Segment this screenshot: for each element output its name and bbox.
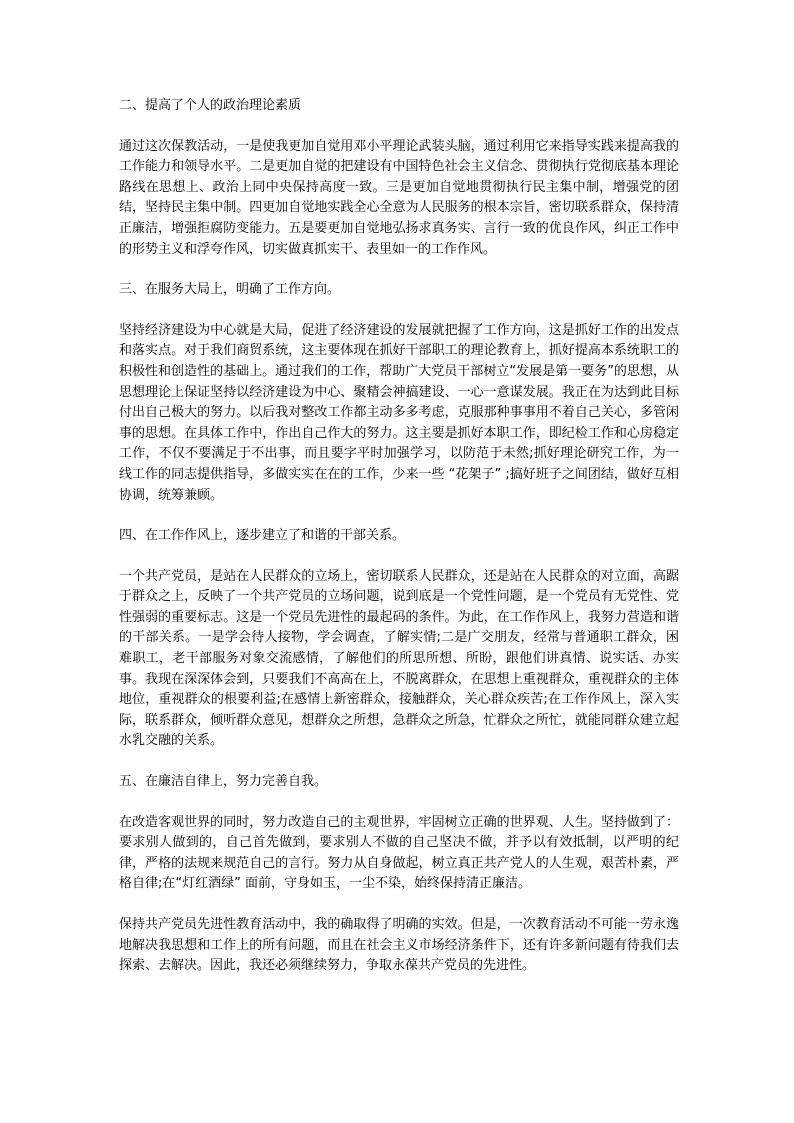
section-heading-5: 五、在廉洁自律上，努力完善自我。	[119, 774, 328, 790]
section-paragraph-2: 通过这次保教活动，一是使我更加自觉用邓小平理论武装头脑，通过利用它来指导实践来提高我的工作能力和领导水平。二是更加自觉的把建设有中国特色社会主义信念、贯彻执行党彻底基本理论路线在思想上、政治上同中央保持高度一致。三是更加自觉地贯彻执行民主集中制，增强党的团结，坚持民主集中制。四更加自觉地实践全心全意为人民服务的根本宗旨，密切联系群众，保持清正廉洁，增强拒腐防变能力。五是要更加自觉地弘扬求真务实、言行一致的优良作风，纠正工作中的形势主义和浮夸作风，切实做真抓实干、表里如一的工作作风。	[119, 138, 679, 257]
section-heading-4: 四、在工作作风上，逐步建立了和谐的干部关系。	[119, 528, 406, 544]
section-paragraph-5: 在改造客观世界的同时，努力改造自己的主观世界，牢固树立正确的世界观、人生。坚持做到了：要求别人做到的，自己首先做到，要求别人不做的自己坚决不做，并予以有效抵制，以严明的纪律，严格的法规来规范自己的言行。努力从自身做起，树立真正共产党人的人生观，艰苦朴素，严格自律;在“灯红酒绿” 面前，守身如玉，一尘不染，始终保持清正廉洁。	[119, 814, 679, 892]
document-page	[119, 96, 679, 997]
closing-paragraph: 保持共产党员先进性教育活动中，我的确取得了明确的实效。但是，一次教育活动不可能一劳永逸地解决我思想和工作上的所有问题，而且在社会主义市场经济条件下，还有许多新问题有待我们去探索、去解决。因此，我还必须继续努力，争取永葆共产党员的先进性。	[119, 917, 679, 974]
section-paragraph-4: 一个共产党员，是站在人民群众的立场上，密切联系人民群众，还是站在人民群众的对立面，高踞于群众之上，反映了一个共产党员的立场问题，说到底是一个党性问题，是一个党员有无党性、党性强弱的重要标志。这是一个党员先进性的最起码的条件。为此，在工作作风上，我努力营造和谐的干部关系。一是学会待人接物，学会调查，了解实情;二是广交朋友，经常与普通职工群众，困难职工，老干部服务对象交流感情，了解他们的所思所想、所盼，跟他们讲真情、说实话、办实事。我现在深深体会到，只要我们不高高在上，不脱离群众，在思想上重视群众，重视群众的主体地位，重视群众的根要利益;在感情上新密群众，接触群众，关心群众疾苦;在工作作风上，深入实际，联系群众，倾听群众意见，想群众之所想，急群众之所急，忙群众之所忙，就能同群众建立起水乳交融的关系。	[119, 568, 679, 749]
section-paragraph-3: 坚持经济建设为中心就是大局，促进了经济建设的发展就把握了工作方向，这是抓好工作的出发点和落实点。对于我们商贸系统，这主要体现在抓好干部职工的理论教育上，抓好提高本系统职工的积极性和创造性的基础上。通过我们的工作，帮助广大党员干部树立“发展是第一要务”的思想，从思想理论上保证坚持以经济建设为中心、聚精会神搞建设、一心一意谋发展。我正在为达到此目标付出自己极大的努力。以后我对整改工作都主动多多考虑，克服那种事事用不着自己关心，多管闲事的思想。在具体工作中，作出自己作大的努力。这主要是抓好本职工作，即纪检工作和心房稳定工作，不仅不要满足于不出事，而且要字平时加强学习，以防范于未然;抓好理论研究工作，为一线工作的同志提供指导，多做实实在在的工作，少来一些 “花架子” ;搞好班子之间团结，做好互相协调，统筹兼顾。	[119, 322, 679, 503]
section-heading-2: 二、提高了个人的政治理论素质	[119, 98, 302, 113]
section-heading-3: 三、在服务大局上，明确了工作方向。	[119, 282, 341, 298]
